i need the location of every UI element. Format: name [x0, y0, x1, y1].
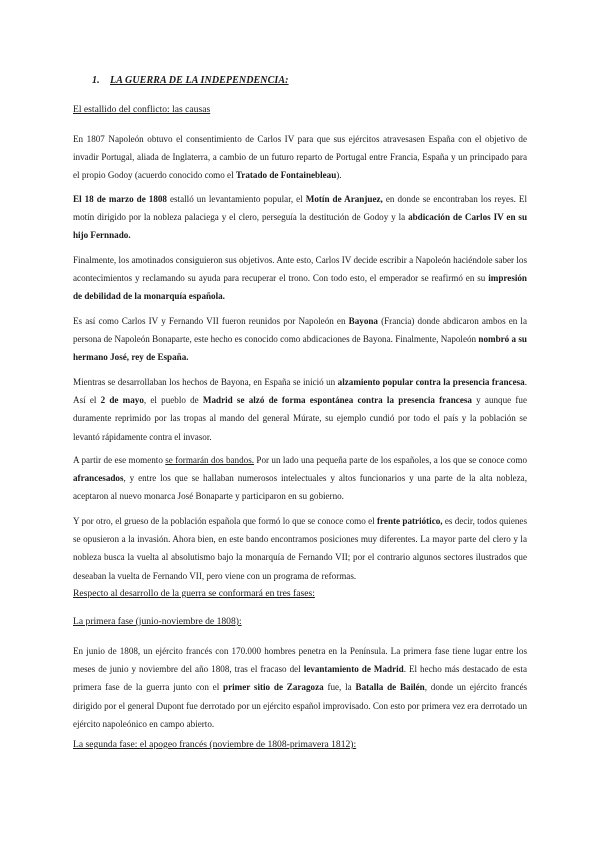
- p8-text-1: En junio de 1808, un ejército francés con 170.000 hombres penetra en la Península. La primera fase tiene lugar entre los meses de junio y noviembre del año 1808, tras el fracaso del: [73, 646, 527, 675]
- p4-text-1: Es así como Carlos IV y Fernando VII fueron reunidos por Napoleón en: [73, 316, 349, 326]
- p8-bold-2: primer sitio de Zaragoza: [223, 682, 324, 693]
- p6-text-2: Por un lado una pequeña parte de los españoles, a los que se conoce como: [254, 455, 528, 465]
- p8-bold-1: levantamiento de Madrid: [303, 664, 404, 675]
- p2-text-1: estalló un levantamiento popular, el: [166, 194, 306, 204]
- p4-bold-2: nombró a su hermano José, rey de España.: [73, 334, 527, 363]
- subheading-fase-2: La segunda fase: el apogeo francés (noviembre de 1808-primavera 1812):: [73, 739, 357, 750]
- section-number: 1.: [92, 75, 100, 86]
- p5-text-4: y aunque fue duramente reprimido por las tropas al mando del general Múrate, su ejemplo cundió por todo el país y la población se levantó rápidamente contra el invasor.: [73, 395, 527, 442]
- p6-underline-1: se formarán dos bandos.: [165, 455, 255, 465]
- p4-text-2: (Francia) donde abdicaron ambos en la persona de Napoleón Bonaparte, este hecho es conocido como abdicaciones de Bayona. Finalmente, Napoleón: [73, 316, 527, 345]
- paragraph-3: [73, 251, 527, 306]
- subheading-fases: Respecto al desarrollo de la guerra se conformará en tres fases:: [73, 588, 315, 599]
- paragraph-6: [73, 451, 527, 506]
- p5-bold-2: 2 de mayo: [100, 395, 144, 406]
- p8-bold-3: Batalla de Bailén: [355, 682, 425, 693]
- paragraph-7: [73, 512, 527, 585]
- paragraph-2: [73, 190, 527, 245]
- p1-text-2: ).: [336, 170, 342, 181]
- p5-bold-1: alzamiento popular contra la presencia francesa: [337, 377, 525, 387]
- p3-bold-1: impresión de debilidad de la monarquía española.: [73, 273, 527, 302]
- p5-bold-3: Madrid se alzó de forma espontánea contra la presencia francesa: [202, 395, 472, 406]
- p8-text-3: fue, la: [323, 682, 356, 693]
- paragraph-5: [73, 373, 527, 446]
- paragraph-8: [73, 642, 527, 733]
- p8-text-4: , donde un ejército francés dirigido por el general Dupont fue derrotado por un ejército español improvisado. Con esto por primera vez era derrotado un ejército napoleónico en campo abierto.: [73, 682, 528, 729]
- section-title: LA GUERRA DE LA INDEPENDENCIA:: [110, 75, 289, 86]
- p7-bold-1: frente patriótico,: [377, 516, 443, 526]
- p2-text-2: en donde se encontraban los reyes. El motín dirigido por la nobleza palaciega y el clero, perseguía la destitución de Godoy y la: [73, 194, 528, 223]
- subheading-causas: El estallido del conflicto: las causas: [73, 104, 211, 115]
- p6-bold-1: afrancesados: [73, 473, 124, 484]
- paragraph-4: [73, 312, 527, 367]
- p5-text-3: , el pueblo de: [143, 395, 203, 406]
- p2-bold-2: Motín de Aranjuez,: [305, 194, 383, 204]
- p1-bold-1: Tratado de Fontainebleau: [235, 170, 337, 181]
- p8-text-2: . El hecho más destacado de esta primera fase de la guerra junto con el: [73, 664, 527, 693]
- p2-bold-3: abdicación de Carlos IV en su hijo Fernnado.: [73, 212, 528, 241]
- p3-text-1: Finalmente, los amotinados consiguieron sus objetivos. Ante esto, Carlos IV decide escribir a Napoleón haciéndole saber los acontecimientos y reclamando su ayuda para recuperar el trono. Con todo esto, el emperador se reafirmó en su: [73, 255, 527, 284]
- p5-text-2: . Así el: [73, 377, 527, 406]
- paragraph-1: [73, 130, 527, 185]
- p7-text-1: Y por otro, el grueso de la población española que formó lo que se conoce como el: [73, 516, 378, 526]
- p6-text-3: , y entre los que se hallaban numerosos intelectuales y altos funcionarios y una parte de la alta nobleza, aceptaron al nuevo monarca José Bonaparte y participaron en su gobierno.: [73, 473, 527, 502]
- section-heading: [92, 75, 289, 86]
- p6-text-1: A partir de ese momento: [73, 455, 166, 465]
- subheading-fase-1: La primera fase (junio-noviembre de 1808):: [73, 616, 242, 627]
- p2-bold-1: El 18 de marzo de 1808: [73, 194, 167, 204]
- p4-bold-1: Bayona: [348, 316, 378, 326]
- p1-text-1: En 1807 Napoleón obtuvo el consentimiento de Carlos IV para que sus ejércitos atravesasen España con el objetivo de invadir Portugal, aliada de Inglaterra, a cambio de un futuro reparto de Portugal entre Francia, España y un principado para el propio Godoy (acuerdo conocido como el: [73, 134, 527, 181]
- p7-text-2: es decir, todos quienes se opusieron a la invasión. Ahora bien, en este bando encontramos posiciones muy diferentes. La mayor parte del clero y la nobleza busca la vuelta al absolutismo bajo la monarquía de Fernando VII; por el contrario algunos sectores ilustrados que deseaban la vuelta de Fernando VII, pero viene con un programa de reformas.: [73, 516, 527, 581]
- p5-text-1: Mientras se desarrollaban los hechos de Bayona, en España se inició un: [73, 377, 338, 387]
